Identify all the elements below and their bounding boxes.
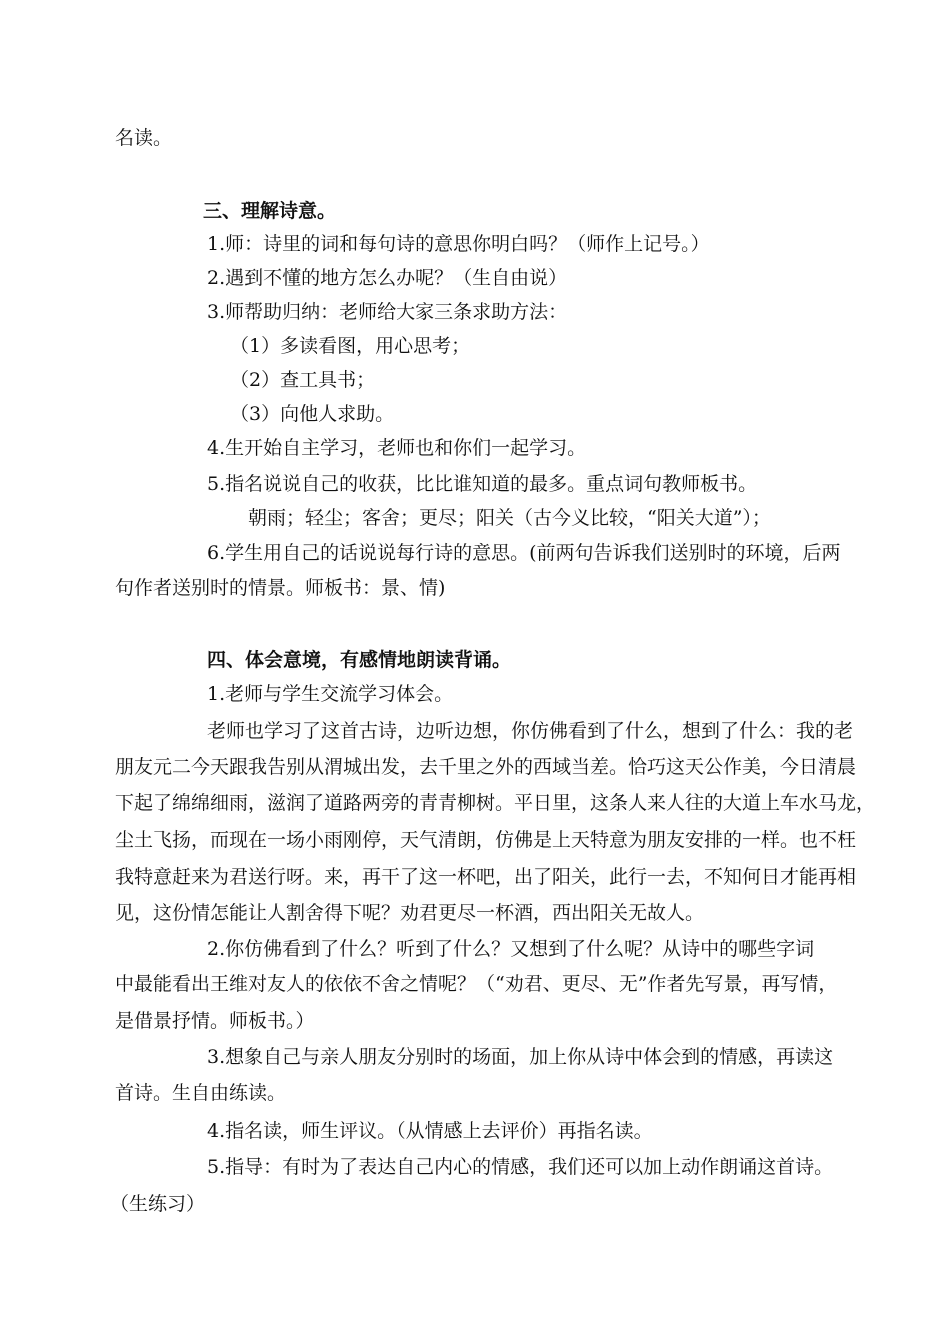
- text-line: 4.指名读，师生评议。（从情感上去评价）再指名读。: [207, 1120, 653, 1142]
- list-item: （2）查工具书；: [230, 369, 376, 391]
- text-line: 6.学生用自己的话说说每行诗的意思。(前两句告诉我们送别时的环境，后两: [207, 542, 841, 564]
- text-line: 5.指名说说自己的收获，比比谁知道的最多。重点词句教师板书。: [207, 473, 758, 495]
- list-item: （1）多读看图，用心思考；: [230, 335, 471, 357]
- text-line: （生练习）: [110, 1193, 206, 1215]
- text-line: 是借景抒情。师板书。）: [115, 1010, 315, 1032]
- section-heading: 三、理解诗意。: [203, 200, 337, 222]
- text-line: 中最能看出王维对友人的依依不舍之情呢？（“劝君、更尽、无”作者先写景，再写情，: [115, 973, 838, 995]
- text-line: 1.老师与学生交流学习体会。: [207, 683, 454, 705]
- text-line: 1.师：诗里的词和每句诗的意思你明白吗？（师作上记号。）: [207, 233, 710, 255]
- text-line: 首诗。生自由练读。: [115, 1082, 287, 1104]
- text-line: 2.遇到不懂的地方怎么办呢？（生自由说）: [207, 267, 568, 289]
- text-line: 老师也学习了这首古诗，边听边想，你仿佛看到了什么，想到了什么：我的老: [207, 720, 854, 742]
- text-line: 名读。: [115, 127, 173, 149]
- text-line: 我特意赶来为君送行呀。来，再干了这一杯吧，出了阳关，此行一去，不知何日才能再相: [115, 866, 857, 888]
- text-line: 见，这份情怎能让人割舍得下呢？劝君更尽一杯酒，西出阳关无故人。: [115, 902, 705, 924]
- list-item: （3）向他人求助。: [230, 403, 395, 425]
- text-line: 5.指导：有时为了表达自己内心的情感，我们还可以加上动作朗诵这首诗。: [207, 1156, 834, 1178]
- text-line: 尘土飞扬，而现在一场小雨刚停，天气清朗，仿佛是上天特意为朋友安排的一样。也不枉: [115, 829, 857, 851]
- text-line: 朝雨；轻尘；客舍；更尽；阳关（古今义比较，“阳关大道”）；: [248, 507, 771, 529]
- text-line: 2.你仿佛看到了什么？听到了什么？又想到了什么呢？从诗中的哪些字词: [207, 938, 815, 960]
- text-line: 3.想象自己与亲人朋友分别时的场面，加上你从诗中体会到的情感，再读这: [207, 1046, 834, 1068]
- text-line: 4.生开始自主学习，老师也和你们一起学习。: [207, 437, 587, 459]
- text-line: 3.师帮助归纳：老师给大家三条求助方法：: [207, 301, 568, 323]
- text-line: 句作者送别时的情景。师板书：景、情): [115, 577, 446, 599]
- section-heading: 四、体会意境，有感情地朗读背诵。: [207, 649, 512, 671]
- text-line: 朋友元二今天跟我告别从渭城出发，去千里之外的西域当差。恰巧这天公作美，今日清晨: [115, 756, 857, 778]
- text-line: 下起了绵绵细雨，滋润了道路两旁的青青柳树。平日里，这条人来人往的大道上车水马龙，: [115, 792, 876, 814]
